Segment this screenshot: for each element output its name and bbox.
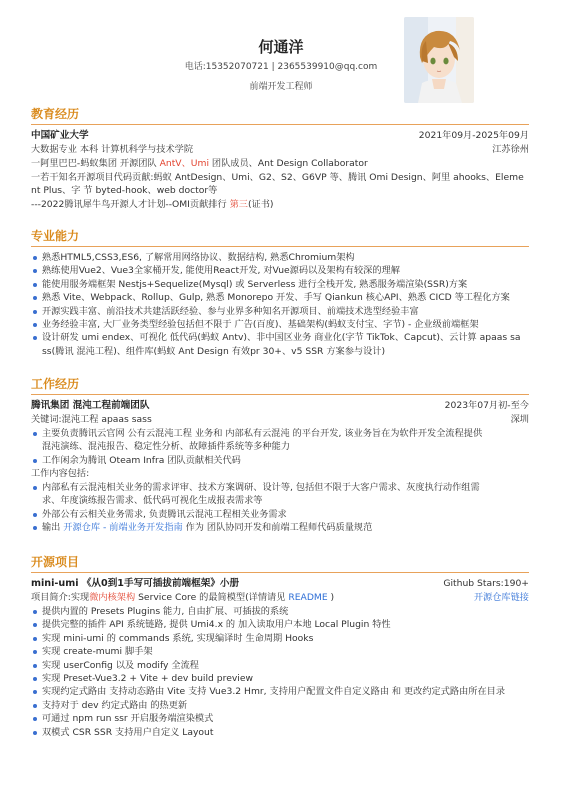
highlight-team: AntV、Umi [159, 158, 210, 169]
list-item: 双模式 CSR SSR 支持用户自定义 Layout [31, 726, 529, 739]
resume-header [0, 0, 562, 100]
candidate-name: 何通洋 [258, 38, 304, 56]
education-line-contrib-cont: nt Plus、字 节 byted-hook、web doctor等 [31, 185, 218, 197]
text-span: 项目简介:实现 [31, 592, 90, 603]
skills-section [31, 226, 529, 358]
text-span: 作为 团队协同开发和前端工程师代码质量规范 [182, 522, 373, 534]
list-item: 熟悉HTML5,CSS3,ES6, 了解常用网络协议、数据结构, 熟悉Chromium架构 [31, 251, 529, 264]
project-intro-row [31, 591, 529, 605]
list-item: 实现 userConfig 以及 modify 全流程 [31, 659, 529, 672]
list-item: 实现 mini-umi 的 commands 系统, 实现编译时 生命周期 Hooks [31, 632, 529, 645]
work-keyword-row [31, 413, 529, 427]
list-item: 提供完整的插件 API 系统链路, 提供 Umi4.x 的 加入读取用户本地 Local Plugin 特性 [31, 618, 529, 631]
section-title-work: 工作经历 [31, 377, 80, 391]
work-date: 2023年07月初-至今 [444, 400, 529, 411]
list-item-continued: 求、年度演练报告需求、低代码可视化生成报表需求等 [42, 495, 263, 507]
project-name: mini-umi 《从0到1手写可插拔前端框架》小册 [31, 578, 240, 589]
list-item: 内部私有云混沌相关业务的需求评审、技术方案调研、设计等, 包括但不限于大客户需求、灰度执行动作组需 [31, 481, 529, 494]
text-span: 一阿里巴巴-蚂蚁集团 开源团队 [31, 158, 160, 169]
avatar [404, 17, 474, 103]
text-span: ) [327, 592, 335, 603]
education-line-contrib: 一若干知名开源项目代码贡献:蚂蚁 AntDesign、Umi、G2、S2、G6VP 等、腾讯 Omi Design、阿里 ahooks、Eleme [31, 171, 524, 183]
project-header-row [31, 577, 529, 591]
text-span: (证书) [247, 198, 274, 210]
highlight-architecture: 微内核架构 [89, 592, 136, 603]
work-header-row [31, 399, 529, 413]
education-location: 江苏徐州 [492, 144, 529, 155]
work-location: 深圳 [510, 414, 529, 425]
education-major: 大数据专业 本科 计算机科学与技术学院 [31, 144, 194, 155]
list-item: 开源实践丰富、前沿技术共建活跃经验、参与业界多种知名开源项目、前端技术选型经验丰富 [31, 305, 529, 318]
section-title-education: 教育经历 [31, 107, 80, 121]
company-name: 腾讯集团 混沌工程前端团队 [31, 400, 150, 411]
work-summary-list [31, 427, 529, 467]
work-keywords: 关键词:混沌工程 apaas sass [31, 414, 152, 425]
list-item: 能使用服务端框架 Nestjs+Sequelize(Mysql) 或 Serverless 进行全栈开发, 熟悉服务端渲染(SSR)方案 [31, 278, 529, 291]
text-span: ---2022腾讯犀牛鸟开源人才计划--OMI贡献排行 [31, 198, 230, 210]
list-item: 实现约定式路由 支持动态路由 Vite 支持 Vue3.2 Hmr, 支持用户配置文件自定义路由 和 更改约定式路由所在目录 [31, 685, 529, 698]
list-item: 熟悉 Vite、Webpack、Rollup、Gulp, 熟悉 Monorepo 开发、手写 Qiankun 核心API、熟悉 CICD 等工程化方案 [31, 291, 529, 304]
list-item: 实现 Preset-Vue3.2 + Vite + dev build preview [31, 672, 529, 685]
education-line-award [31, 198, 529, 212]
school-name: 中国矿业大学 [31, 130, 89, 141]
project-feature-list [31, 605, 529, 739]
list-item: 支持对于 dev 约定式路由 的热更新 [31, 699, 529, 712]
list-item: 主要负责腾讯云官网 公有云混沌工程 业务和 内部私有云混沌 的平台开发, 该业务旨在为软件开发全流程提供 [31, 427, 529, 440]
list-item: 业务经验丰富, 大厂业务类型经验包括但不限于 广告(百度)、基础架构(蚂蚁支付宝、字节) - 企业级前端框架 [31, 318, 529, 331]
projects-section [31, 552, 529, 739]
project-intro [31, 591, 334, 605]
list-item: 提供内置的 Presets Plugins 能力, 自由扩展、可插拔的系统 [31, 605, 529, 618]
skills-list [31, 251, 529, 358]
section-title-skills: 专业能力 [31, 229, 80, 243]
education-date: 2021年09月-2025年09月 [418, 130, 529, 141]
section-divider [31, 124, 529, 125]
work-content-list [31, 481, 529, 535]
section-divider [31, 246, 529, 247]
education-section [31, 104, 529, 211]
text-span: 输出 [42, 522, 64, 534]
education-header-row [31, 129, 529, 143]
list-item-continued: 混沌演练、混沌报告、稳定性分析、故障插件系统等多种能力 [42, 441, 291, 453]
list-item: 熟练使用Vue2、Vue3全家桶开发, 能使用React开发, 对Vue源码以及架构有较深的理解 [31, 264, 529, 277]
contact-info: 电话:15352070721 | 2365539910@qq.com [184, 62, 378, 72]
list-item-continued: ss(腾讯 混沌工程)、组件库(蚂蚁 Ant Design 有效pr 30+、v5 SSR 方案参与设计) [42, 345, 386, 357]
list-item: 可通过 npm run ssr 开启服务端渲染模式 [31, 712, 529, 725]
list-item: 实现 create-mumi 脚手架 [31, 645, 529, 658]
education-major-row [31, 143, 529, 157]
readme-link[interactable]: README [288, 592, 328, 603]
list-item: 设计研发 umi endex、可视化 低代码(蚂蚁 Antv)、非中国区业务 商业化(字节 TikTok、Capcut)、云计算 apaas sa [31, 331, 529, 344]
list-item: 外部公有云相关业务需求, 负责腾讯云混沌工程相关业务需求 [31, 508, 529, 521]
work-content-label: 工作内容包括: [31, 468, 90, 480]
list-item [31, 521, 529, 534]
repo-link[interactable]: 开源仓库链接 [473, 592, 529, 603]
highlight-rank: 第三 [229, 198, 248, 210]
section-divider [31, 572, 529, 573]
text-span: 团队成员、Ant Design Collaborator [209, 158, 368, 169]
work-section [31, 374, 529, 534]
text-span: Service Core 的最简模型(详情请见 [135, 592, 289, 603]
list-item: 工作闲余为腾讯 Oteam Infra 团队贡献相关代码 [31, 454, 529, 467]
education-line-team [31, 157, 529, 171]
project-stars: Github Stars:190+ [443, 578, 529, 589]
section-divider [31, 394, 529, 395]
guide-repo-link[interactable]: 开源仓库 - 前端业务开发指南 [63, 522, 183, 534]
job-title: 前端开发工程师 [249, 82, 313, 92]
section-title-projects: 开源项目 [31, 555, 80, 569]
